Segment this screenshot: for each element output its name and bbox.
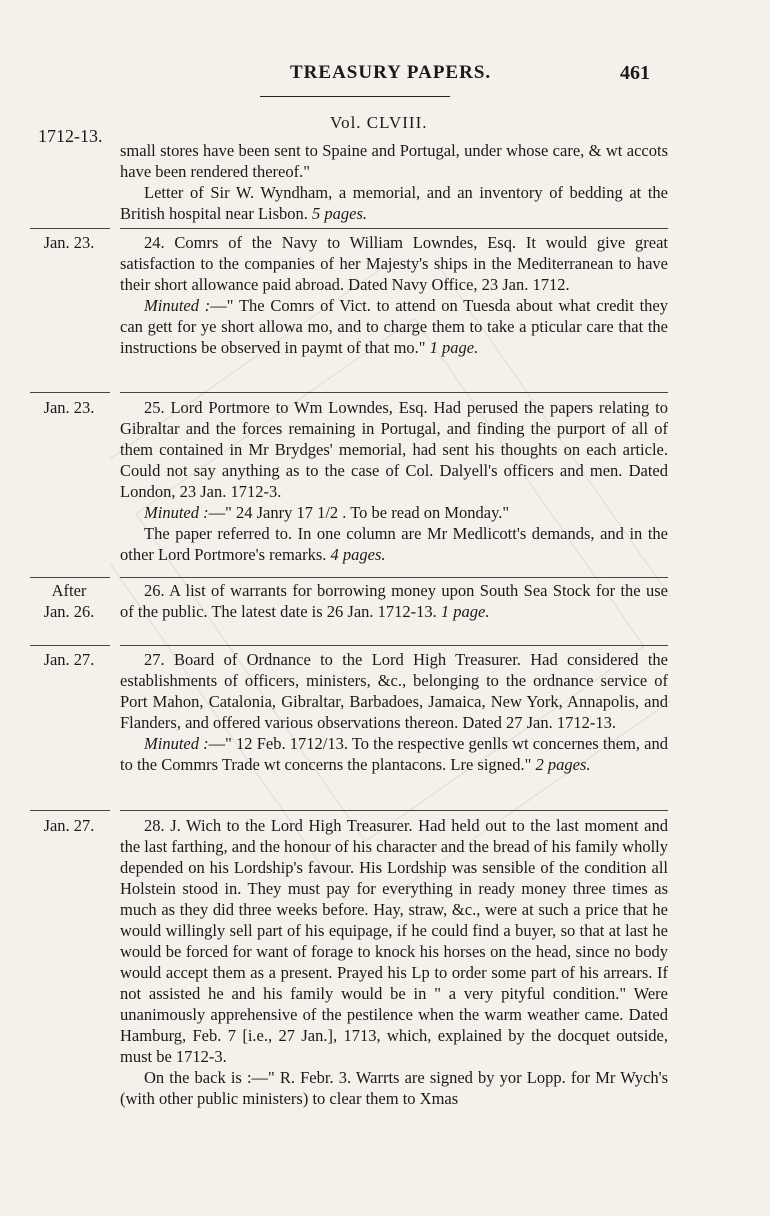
date-divider <box>30 392 110 393</box>
entry-date: Jan. 27. <box>43 816 95 835</box>
entry-text: 25. Lord Portmore to Wm Lowndes, Esq. Had perused the papers relating to Gibraltar and the forces remaining in Portugal, and finding the purport of all of them contained in Mr Brydges' memorial, had sent his thoughts on each article. Could not say anything as to the case of Col. Dalyell's officers and men. Dated London, 23 Jan. 1712-3. <box>120 398 668 501</box>
page-count: 1 page. <box>429 338 479 357</box>
page-count: 2 pages. <box>535 755 591 774</box>
back-note: On the back is :—" R. Febr. 3. Warrts are signed by yor Lopp. for Mr Wych's (with other public ministers) to clear them to Xmas <box>120 1068 668 1108</box>
entry-divider <box>120 810 668 811</box>
date-divider <box>30 577 110 578</box>
page-number: 461 <box>620 62 650 84</box>
continuation-note: Letter of Sir W. Wyndham, a memorial, and an inventory of bedding at the British hospital near Lisbon. 5 pages. <box>120 183 668 223</box>
entry-date: After Jan. 26. <box>43 581 95 621</box>
entry-text: 28. J. Wich to the Lord High Treasurer. Had held out to the last moment and the last farthing, and the honour of his character and the bread of his family wholly depended on his Lordship's favour. His Lordship was sensible of the condition all Holstein stood in. They must pay for everything in ready money three times as much as they did three weeks before. Hay, straw, &c., were at such a price that he would willingly sell part of his equipage, if he could find a buyer, so that at last he would be forced for want of forage to knock his horses on the head, since no body would accept them as a present. Prayed his Lp to order some part of his arrears. If not assisted he and his family would be in " a very pityful condition." Were unanimously apprehensive of the pestilence when the warm weather came. Dated Hamburg, Feb. 7 [i.e., 27 Jan.], 1713, which, explained by the docquet outside, must be 1712-3. <box>120 816 668 1066</box>
minuted-note: Minuted :—" 24 Janry 17 1/2 . To be read on Monday." <box>144 503 510 522</box>
entry-date: Jan. 23. <box>43 233 95 252</box>
entry-28 <box>120 815 668 1109</box>
date-divider <box>30 228 110 229</box>
volume-heading: Vol. CLVIII. <box>330 113 428 132</box>
entry-27 <box>120 649 668 775</box>
running-title: TREASURY PAPERS. <box>290 62 492 83</box>
continuation-block <box>120 140 668 224</box>
page-count: 1 page. <box>440 602 490 621</box>
entry-text: 24. Comrs of the Navy to William Lowndes, Esq. It would give great satisfaction to the companies of her Majesty's ships in the Mediterranean to have their short allowance paid abroad. Dated Navy Office, 23 Jan. 1712. <box>120 233 668 294</box>
entry-text: 27. Board of Ordnance to the Lord High Treasurer. Had considered the establishments of officers, ministers, &c., belonging to the ordnance service of Port Mahon, Catalonia, Gibraltar, Barbadoes, Jamaica, New York, Annapolis, and Flanders, and offered various observations thereon. Dated 27 Jan. 1712-13. <box>120 650 668 732</box>
date-divider <box>30 810 110 811</box>
entry-divider <box>120 228 668 229</box>
date-divider <box>30 645 110 646</box>
minuted-note: Minuted :—" The Comrs of Vict. to attend on Tuesda about what credit they can gett for ye short allowa mo, and to charge them to take a pticular care that the instructions be observed in paymt of that mo." 1 page. <box>120 296 669 357</box>
year-margin-note: 1712-13. <box>38 126 103 146</box>
entry-divider <box>120 645 668 646</box>
page-header <box>0 62 770 92</box>
entry-25 <box>120 397 668 565</box>
continuation-text: small stores have been sent to Spaine and Portugal, under whose care, & wt accots have been rendered thereof." <box>120 141 668 181</box>
entry-divider <box>120 392 668 393</box>
minuted-note: Minuted :—" 12 Feb. 1712/13. To the respective genlls wt concernes them, and to the Commrs Trade wt concerns the plantacons. Lre signed." 2 pages. <box>120 734 668 774</box>
entry-24 <box>120 232 668 358</box>
entry-date: Jan. 23. <box>43 398 95 417</box>
entry-divider <box>120 577 668 578</box>
header-rule <box>260 96 450 97</box>
entry-text: 26. A list of warrants for borrowing money upon South Sea Stock for the use of the public. The latest date is 26 Jan. 1712-13. 1 page. <box>120 581 668 621</box>
entry-note: The paper referred to. In one column are Mr Medlicott's demands, and in the other Lord Portmore's remarks. 4 pages. <box>120 524 668 564</box>
entry-26 <box>120 580 668 622</box>
page-count: 5 pages. <box>312 204 368 223</box>
page-count: 4 pages. <box>330 545 386 564</box>
entry-date: Jan. 27. <box>43 650 95 669</box>
